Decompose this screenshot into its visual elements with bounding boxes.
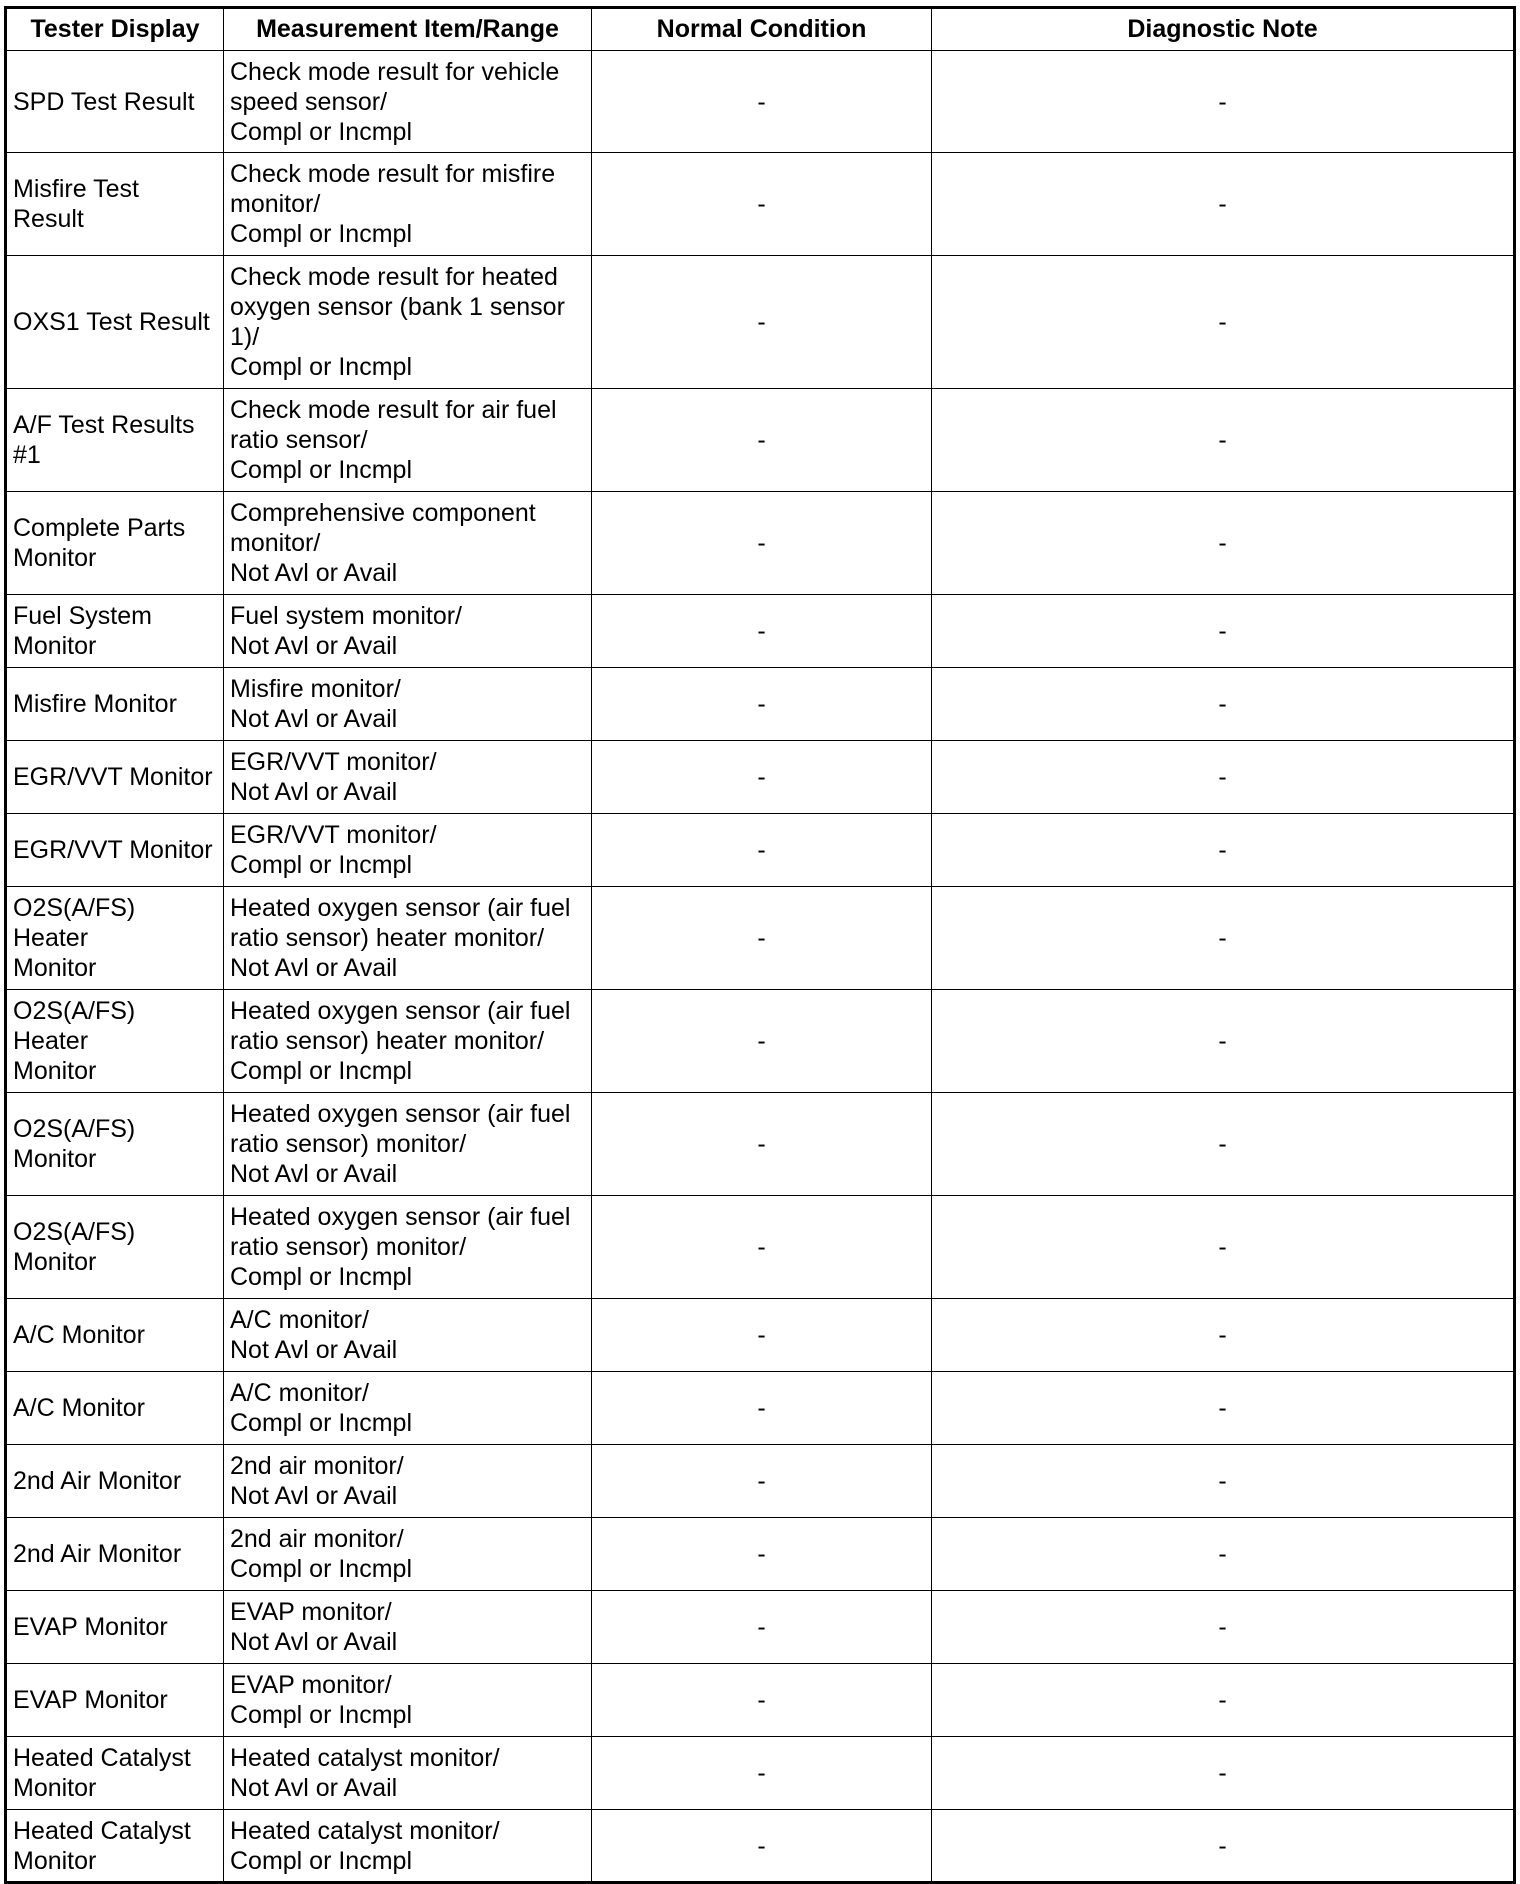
measurement-item-cell: EGR/VVT monitor/ Compl or Incmpl <box>224 814 592 887</box>
measurement-item-cell: Check mode result for heated oxygen sensor (bank 1 sensor 1)/ Compl or Incmpl <box>224 256 592 389</box>
measurement-item-cell: EVAP monitor/ Compl or Incmpl <box>224 1664 592 1737</box>
tester-display-cell: 2nd Air Monitor <box>6 1445 224 1518</box>
normal-condition-cell: - <box>592 814 932 887</box>
table-row <box>6 1372 1515 1445</box>
tester-display-cell: EVAP Monitor <box>6 1591 224 1664</box>
table-row <box>6 1196 1515 1299</box>
table-row <box>6 1591 1515 1664</box>
table-row <box>6 990 1515 1093</box>
table-row <box>6 595 1515 668</box>
diagnostic-note-cell: - <box>932 1737 1515 1810</box>
table-row <box>6 814 1515 887</box>
diagnostic-note-cell: - <box>932 741 1515 814</box>
measurement-item-cell: Misfire monitor/ Not Avl or Avail <box>224 668 592 741</box>
table-row <box>6 1810 1515 1883</box>
tester-display-cell: EVAP Monitor <box>6 1664 224 1737</box>
measurement-item-cell: Check mode result for vehicle speed sensor/ Compl or Incmpl <box>224 51 592 153</box>
normal-condition-cell: - <box>592 1372 932 1445</box>
normal-condition-cell: - <box>592 1591 932 1664</box>
tester-display-cell: O2S(A/FS) Heater Monitor <box>6 990 224 1093</box>
tester-display-cell: Misfire Test Result <box>6 153 224 256</box>
measurement-item-cell: Heated oxygen sensor (air fuel ratio sensor) heater monitor/ Not Avl or Avail <box>224 887 592 990</box>
diagnostic-note-cell: - <box>932 389 1515 492</box>
tester-display-cell: O2S(A/FS) Monitor <box>6 1196 224 1299</box>
diagnostic-note-cell: - <box>932 1299 1515 1372</box>
diagnostic-note-cell: - <box>932 1810 1515 1883</box>
tester-display-cell: Misfire Monitor <box>6 668 224 741</box>
table-row <box>6 741 1515 814</box>
normal-condition-cell: - <box>592 389 932 492</box>
table-row <box>6 1445 1515 1518</box>
table-row <box>6 51 1515 153</box>
diagnostic-note-cell: - <box>932 153 1515 256</box>
measurement-item-cell: Comprehensive component monitor/ Not Avl or Avail <box>224 492 592 595</box>
tester-display-cell: 2nd Air Monitor <box>6 1518 224 1591</box>
table-row <box>6 1737 1515 1810</box>
table-row <box>6 389 1515 492</box>
measurement-item-cell: Heated oxygen sensor (air fuel ratio sensor) monitor/ Not Avl or Avail <box>224 1093 592 1196</box>
normal-condition-cell: - <box>592 492 932 595</box>
tester-display-cell: Heated Catalyst Monitor <box>6 1737 224 1810</box>
diagnostic-data-table <box>4 6 1516 1884</box>
measurement-item-cell: Heated catalyst monitor/ Compl or Incmpl <box>224 1810 592 1883</box>
normal-condition-cell: - <box>592 1810 932 1883</box>
measurement-item-cell: 2nd air monitor/ Compl or Incmpl <box>224 1518 592 1591</box>
diagnostic-note-cell: - <box>932 51 1515 153</box>
normal-condition-cell: - <box>592 1518 932 1591</box>
tester-display-cell: Fuel System Monitor <box>6 595 224 668</box>
diagnostic-note-cell: - <box>932 595 1515 668</box>
table-row <box>6 887 1515 990</box>
measurement-item-cell: 2nd air monitor/ Not Avl or Avail <box>224 1445 592 1518</box>
table-row <box>6 1299 1515 1372</box>
normal-condition-cell: - <box>592 1445 932 1518</box>
normal-condition-cell: - <box>592 1664 932 1737</box>
diagnostic-note-cell: - <box>932 1664 1515 1737</box>
diagnostic-note-cell: - <box>932 492 1515 595</box>
measurement-item-cell: Check mode result for misfire monitor/ Compl or Incmpl <box>224 153 592 256</box>
measurement-item-cell: EVAP monitor/ Not Avl or Avail <box>224 1591 592 1664</box>
tester-display-cell: A/F Test Results #1 <box>6 389 224 492</box>
normal-condition-cell: - <box>592 1196 932 1299</box>
diagnostic-note-cell: - <box>932 1093 1515 1196</box>
tester-display-cell: Complete Parts Monitor <box>6 492 224 595</box>
diagnostic-note-cell: - <box>932 887 1515 990</box>
measurement-item-cell: A/C monitor/ Compl or Incmpl <box>224 1372 592 1445</box>
table-row <box>6 668 1515 741</box>
table-row <box>6 1093 1515 1196</box>
normal-condition-cell: - <box>592 256 932 389</box>
normal-condition-cell: - <box>592 1737 932 1810</box>
diagnostic-note-cell: - <box>932 668 1515 741</box>
table-header-row <box>6 8 1515 51</box>
normal-condition-cell: - <box>592 153 932 256</box>
diagnostic-note-cell: - <box>932 1445 1515 1518</box>
tester-display-cell: O2S(A/FS) Monitor <box>6 1093 224 1196</box>
tester-display-cell: OXS1 Test Result <box>6 256 224 389</box>
normal-condition-cell: - <box>592 595 932 668</box>
header-normal-condition: Normal Condition <box>592 8 932 51</box>
tester-display-cell: SPD Test Result <box>6 51 224 153</box>
tester-display-cell: EGR/VVT Monitor <box>6 814 224 887</box>
table-row <box>6 153 1515 256</box>
table-row <box>6 492 1515 595</box>
diagnostic-note-cell: - <box>932 1591 1515 1664</box>
normal-condition-cell: - <box>592 741 932 814</box>
measurement-item-cell: Heated oxygen sensor (air fuel ratio sensor) heater monitor/ Compl or Incmpl <box>224 990 592 1093</box>
measurement-item-cell: EGR/VVT monitor/ Not Avl or Avail <box>224 741 592 814</box>
table-row <box>6 1518 1515 1591</box>
tester-display-cell: O2S(A/FS) Heater Monitor <box>6 887 224 990</box>
table-row <box>6 256 1515 389</box>
diagnostic-note-cell: - <box>932 256 1515 389</box>
measurement-item-cell: Heated oxygen sensor (air fuel ratio sensor) monitor/ Compl or Incmpl <box>224 1196 592 1299</box>
diagnostic-note-cell: - <box>932 1518 1515 1591</box>
normal-condition-cell: - <box>592 668 932 741</box>
measurement-item-cell: A/C monitor/ Not Avl or Avail <box>224 1299 592 1372</box>
normal-condition-cell: - <box>592 1299 932 1372</box>
normal-condition-cell: - <box>592 1093 932 1196</box>
diagnostic-note-cell: - <box>932 1372 1515 1445</box>
normal-condition-cell: - <box>592 887 932 990</box>
tester-display-cell: A/C Monitor <box>6 1299 224 1372</box>
measurement-item-cell: Fuel system monitor/ Not Avl or Avail <box>224 595 592 668</box>
normal-condition-cell: - <box>592 51 932 153</box>
measurement-item-cell: Check mode result for air fuel ratio sensor/ Compl or Incmpl <box>224 389 592 492</box>
tester-display-cell: Heated Catalyst Monitor <box>6 1810 224 1883</box>
tester-display-cell: A/C Monitor <box>6 1372 224 1445</box>
header-diagnostic-note: Diagnostic Note <box>932 8 1515 51</box>
measurement-item-cell: Heated catalyst monitor/ Not Avl or Avail <box>224 1737 592 1810</box>
diagnostic-note-cell: - <box>932 990 1515 1093</box>
table-row <box>6 1664 1515 1737</box>
header-tester-display: Tester Display <box>6 8 224 51</box>
diagnostic-note-cell: - <box>932 1196 1515 1299</box>
header-measurement-item: Measurement Item/Range <box>224 8 592 51</box>
normal-condition-cell: - <box>592 990 932 1093</box>
tester-display-cell: EGR/VVT Monitor <box>6 741 224 814</box>
diagnostic-note-cell: - <box>932 814 1515 887</box>
